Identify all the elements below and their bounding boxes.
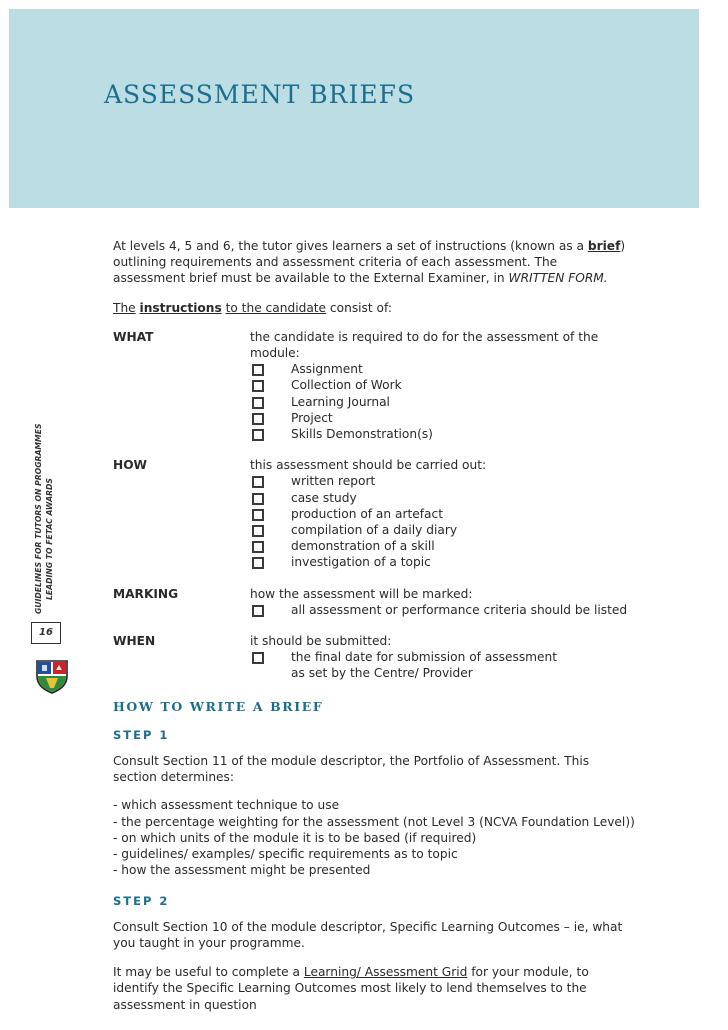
section-label: HOW — [113, 458, 148, 473]
list-item: Assignment — [250, 361, 633, 377]
checkbox-icon — [252, 413, 264, 425]
list-item: - guidelines/ examples/ specific requirements as to topic — [113, 847, 458, 862]
crest-logo — [34, 658, 70, 694]
list-item: Learning Journal — [250, 394, 633, 410]
list-item-continuation: as set by the Centre/ Provider — [291, 666, 473, 681]
checkbox-icon — [252, 476, 264, 488]
list-item: written report — [250, 473, 633, 489]
checkbox-icon — [252, 525, 264, 537]
checkbox-icon — [252, 652, 264, 664]
checkbox-icon — [252, 364, 264, 376]
list-item: all assessment or performance criteria should be listed — [250, 602, 633, 618]
section-lead: this assessment should be carried out: — [250, 458, 487, 473]
page-title: ASSESSMENT BRIEFS — [104, 80, 416, 109]
step1-text: Consult Section 11 of the module descriptor, the Portfolio of Assessment. This section determines: — [113, 754, 590, 785]
page-number: 16 — [31, 622, 61, 644]
list-item: Skills Demonstration(s) — [250, 426, 633, 442]
checkbox-icon — [252, 493, 264, 505]
instructions-word-tail: consist of: — [326, 300, 392, 315]
checkbox-icon — [252, 397, 264, 409]
section-label: WHAT — [113, 329, 154, 344]
list-item: - on which units of the module it is to be based (if required) — [113, 830, 477, 845]
list-item: - the percentage weighting for the assessment (not Level 3 (NCVA Foundation Level)) — [113, 814, 635, 829]
list-item: Collection of Work — [250, 377, 633, 393]
step1-list — [113, 797, 633, 878]
sidebar-line-2: LEADING TO FETAC AWARDS — [45, 478, 54, 600]
checkbox-icon — [252, 509, 264, 521]
section-lead: how the assessment will be marked: — [250, 586, 473, 601]
sidebar-line-1: GUIDELINES FOR TUTORS ON PROGRAMMES — [34, 423, 43, 614]
main-content — [113, 238, 633, 1013]
list-item: Project — [250, 410, 633, 426]
instructions-word-candidate: to the candidate — [225, 300, 327, 315]
section-what — [113, 329, 633, 442]
intro-text-2: ) outlining requirements and assessment criteria of each assessment. The assessment brief must be available to the External Examiner, in — [113, 239, 626, 286]
step2-paragraph-2: It may be useful to complete a Learning/ Assessment Grid for your module, to identify the Specific Learning Outcomes most likely to lend themselves to the assessment in question — [113, 965, 589, 1012]
instructions-line — [113, 300, 633, 316]
how-to-heading: HOW TO WRITE A BRIEF — [113, 698, 324, 714]
section-label: MARKING — [113, 586, 179, 601]
list-item: demonstration of a skill — [250, 538, 633, 554]
checkbox-icon — [252, 605, 264, 617]
list-item: the final date for submission of assessment — [250, 649, 633, 665]
checkbox-icon — [252, 541, 264, 553]
section-marking — [113, 586, 633, 618]
instructions-word-instructions: instructions — [139, 300, 222, 315]
intro-paragraph — [113, 238, 633, 287]
step1-heading: STEP 1 — [113, 727, 170, 742]
checkbox-icon — [252, 429, 264, 441]
section-when — [113, 633, 633, 682]
section-label: WHEN — [113, 634, 156, 649]
section-lead: it should be submitted: — [250, 634, 392, 649]
section-lead: the candidate is required to do for the assessment of the module: — [250, 329, 599, 361]
list-item: case study — [250, 490, 633, 506]
list-item: - how the assessment might be presented — [113, 863, 371, 878]
checkbox-icon — [252, 380, 264, 392]
section-how — [113, 457, 633, 570]
sidebar-running-title — [33, 424, 55, 614]
step2-text: Consult Section 10 of the module descriptor, Specific Learning Outcomes – ie, what you taught in your programme. — [113, 919, 623, 950]
list-item: compilation of a daily diary — [250, 522, 633, 538]
list-item: - which assessment technique to use — [113, 798, 340, 813]
intro-written-form: WRITTEN FORM. — [508, 271, 608, 286]
step2-heading: STEP 2 — [113, 893, 170, 908]
instructions-word-the: The — [113, 300, 136, 315]
list-item: investigation of a topic — [250, 554, 633, 570]
list-item: production of an artefact — [250, 506, 633, 522]
learning-assessment-grid-link[interactable]: Learning/ Assessment Grid — [303, 965, 468, 980]
intro-text-1: At levels 4, 5 and 6, the tutor gives learners a set of instructions (known as a — [113, 239, 588, 253]
intro-brief-term: brief — [587, 239, 621, 253]
checkbox-icon — [252, 557, 264, 569]
